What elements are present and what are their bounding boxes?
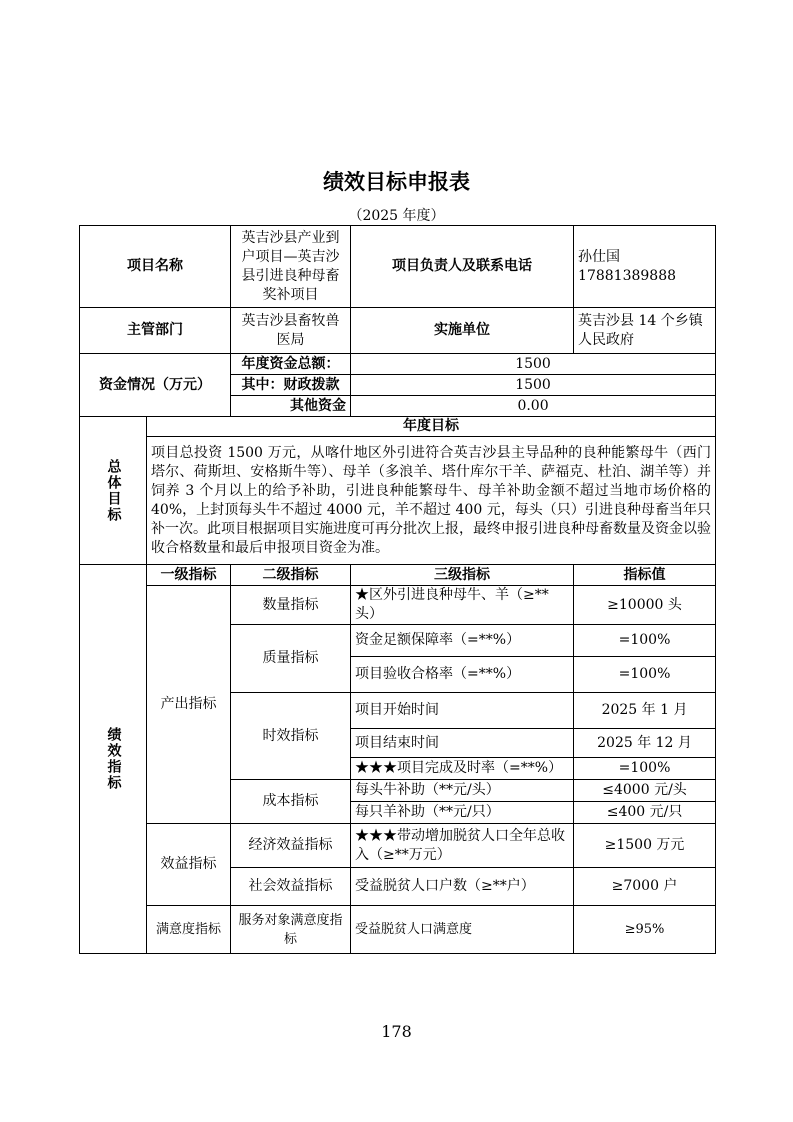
quantity-indicator: 数量指标 xyxy=(231,586,351,625)
project-leader-label: 项目负责人及联系电话 xyxy=(351,226,574,308)
impl-unit-label: 实施单位 xyxy=(351,308,574,354)
project-name-value: 英吉沙县产业到户项目—英吉沙县引进良种母畜奖补项目 xyxy=(231,226,351,308)
indicator-value: 2025 年 1 月 xyxy=(574,693,716,729)
indicator-value: ≥95% xyxy=(574,906,716,954)
report-year: （2025 年度） xyxy=(348,208,445,224)
dept-value: 英吉沙县畜牧兽医局 xyxy=(231,308,351,354)
indicator-value: ≤400 元/只 xyxy=(574,802,716,824)
indicator-row: 项目验收合格率（=**%） xyxy=(351,657,574,693)
indicator-row: 每头牛补助（**元/头） xyxy=(351,780,574,802)
indicator-row: ★★★项目完成及时率（=**%） xyxy=(351,758,574,780)
annual-goal-text: 项目总投资 1500 万元，从喀什地区外引进符合英吉沙县主导品种的良种能繁母牛（西门塔尔、荷斯坦、安格斯牛等）、母羊（多浪羊、塔什库尔干羊、萨福克、杜泊、湖羊等）并饲养 3 个月以上的给予补助，引进良种能繁母牛、母羊补助金额不超过当地市场价格的 40%，上封顶每头牛不超过 4000 元，羊不超过 400 元，每头（只）引进良种母畜当年只补一次。此项目根据项目实施进度可再分批次上报，最终申报引进良种母畜数量及资金以验收合格数量和最后申报项目资金为准。 xyxy=(147,437,716,565)
indicator-value: =100% xyxy=(574,657,716,693)
col-level3: 三级指标 xyxy=(351,565,574,586)
indicator-value: 2025 年 12 月 xyxy=(574,729,716,758)
dept-label: 主管部门 xyxy=(80,308,231,354)
econ-indicator: 经济效益指标 xyxy=(231,824,351,868)
page-number: 178 xyxy=(381,1022,412,1041)
indicator-row: ★区外引进良种母牛、羊（≥**头） xyxy=(351,586,574,625)
project-name-label: 项目名称 xyxy=(80,226,231,308)
impl-unit-value: 英吉沙县 14 个乡镇人民政府 xyxy=(574,308,716,354)
social-indicator: 社会效益指标 xyxy=(231,868,351,906)
col-value: 指标值 xyxy=(574,565,716,586)
time-indicator: 时效指标 xyxy=(231,693,351,780)
funds-total-value: 1500 xyxy=(351,354,716,375)
satisfaction-level2: 服务对象满意度指标 xyxy=(231,906,351,954)
project-leader-value: 孙仕国 17881389888 xyxy=(574,226,716,308)
indicator-row: 项目结束时间 xyxy=(351,729,574,758)
overall-goal-label: 总体目标 xyxy=(80,417,147,565)
indicator-value: ≤4000 元/头 xyxy=(574,780,716,802)
funds-other-label: 其他资金 xyxy=(231,396,351,417)
performance-target-table xyxy=(79,225,716,954)
indicator-row: 项目开始时间 xyxy=(351,693,574,729)
satisfaction-indicator: 满意度指标 xyxy=(147,906,231,954)
cost-indicator: 成本指标 xyxy=(231,780,351,824)
funds-other-value: 0.00 xyxy=(351,396,716,417)
funds-label: 资金情况（万元） xyxy=(80,354,231,417)
benefit-indicator: 效益指标 xyxy=(147,824,231,906)
indicator-row: 每只羊补助（**元/只） xyxy=(351,802,574,824)
col-level2: 二级指标 xyxy=(231,565,351,586)
funds-fiscal-label: 其中：财政拨款 xyxy=(231,375,351,396)
indicator-row: ★★★带动增加脱贫人口全年总收入（≥**万元） xyxy=(351,824,574,868)
indicator-value: ≥1500 万元 xyxy=(574,824,716,868)
annual-goal-header: 年度目标 xyxy=(147,417,716,437)
quality-indicator: 质量指标 xyxy=(231,625,351,693)
indicator-value: =100% xyxy=(574,625,716,657)
indicator-value: =100% xyxy=(574,758,716,780)
indicator-row: 受益脱贫人口户数（≥**户） xyxy=(351,868,574,906)
indicator-value: ≥7000 户 xyxy=(574,868,716,906)
output-indicator: 产出指标 xyxy=(147,586,231,824)
page-title: 绩效目标申报表 xyxy=(323,170,470,194)
indicator-row: 受益脱贫人口满意度 xyxy=(351,906,574,954)
indicator-row: 资金足额保障率（=**%） xyxy=(351,625,574,657)
col-level1: 一级指标 xyxy=(147,565,231,586)
funds-total-label: 年度资金总额： xyxy=(231,354,351,375)
funds-fiscal-value: 1500 xyxy=(351,375,716,396)
indicator-value: ≥10000 头 xyxy=(574,586,716,625)
perf-indicator-label: 绩效指标 xyxy=(80,565,147,954)
